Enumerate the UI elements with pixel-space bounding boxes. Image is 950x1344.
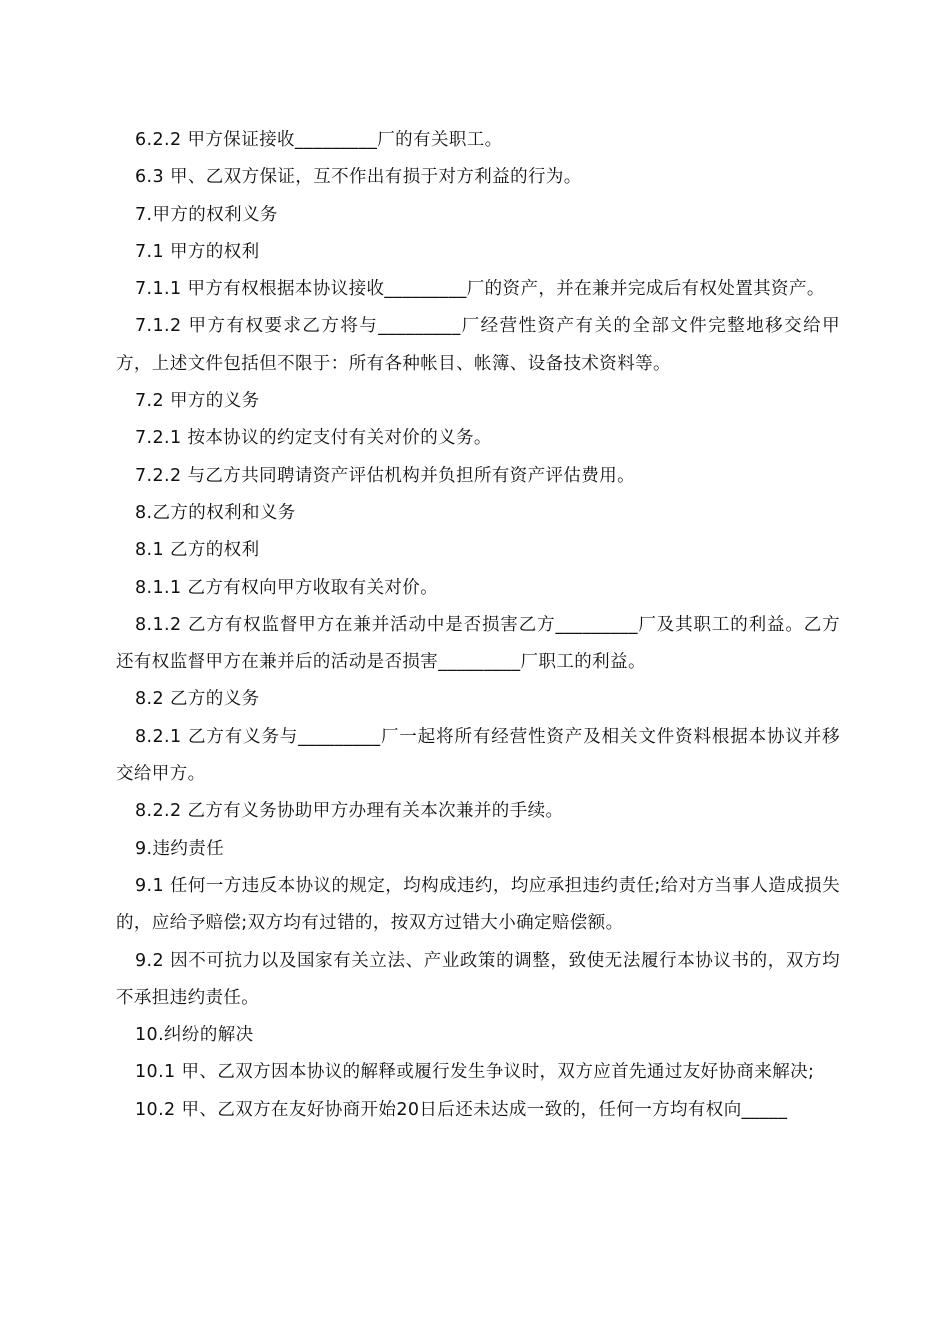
document-body — [116, 122, 840, 1129]
paragraph-7-1-2: 7.1.2 甲方有权要求乙方将与_________厂经营性资产有关的全部文件完整地移交给甲方，上述文件包括但不限于：所有各种帐目、帐簿、设备技术资料等。 — [116, 316, 840, 374]
subsection-heading-8-1: 8.1 乙方的权利 — [135, 540, 260, 561]
subsection-heading-7-1: 7.1 甲方的权利 — [135, 241, 260, 262]
paragraph-8-2-1: 8.2.1 乙方有义务与_________厂一起将所有经营性资产及相关文件资料根据本协议并移交给甲方。 — [116, 726, 840, 785]
paragraph-8-1-1: 8.1.1 乙方有权向甲方收取有关对价。 — [135, 577, 439, 598]
paragraph-10-2: 10.2 甲、乙双方在友好协商开始20日后还未达成一致的，任何一方均有权向_____ — [135, 1099, 788, 1120]
paragraph-7-2-2: 7.2.2 与乙方共同聘请资产评估机构并负担所有资产评估费用。 — [135, 465, 635, 486]
section-heading-8: 8.乙方的权利和义务 — [135, 502, 296, 523]
paragraph-6-3: 6.3 甲、乙双方保证，互不作出有损于对方利益的行为。 — [135, 167, 582, 188]
paragraph-8-2-2: 8.2.2 乙方有义务协助甲方办理有关本次兼并的手续。 — [135, 801, 564, 822]
paragraph-9-1: 9.1 任何一方违反本协议的规定，均构成违约，均应承担违约责任;给对方当事人造成损失的，应给予赔偿;双方均有过错的，按双方过错大小确定赔偿额。 — [116, 875, 840, 934]
paragraph-7-1-1: 7.1.1 甲方有权根据本协议接收_________厂的资产，并在兼并完成后有权处置其资产。 — [135, 279, 825, 300]
paragraph-9-2: 9.2 因不可抗力以及国家有关立法、产业政策的调整，致使无法履行本协议书的，双方均不承担违约责任。 — [116, 950, 840, 1008]
section-heading-7: 7.甲方的权利义务 — [135, 204, 278, 225]
section-heading-9: 9.违约责任 — [135, 838, 225, 859]
paragraph-10-1: 10.1 甲、乙双方因本协议的解释或履行发生争议时，双方应首先通过友好协商来解决; — [135, 1062, 815, 1083]
paragraph-7-2-1: 7.2.1 按本协议的约定支付有关对价的义务。 — [135, 428, 492, 449]
subsection-heading-8-2: 8.2 乙方的义务 — [135, 689, 260, 710]
section-heading-10: 10.纠纷的解决 — [135, 1025, 254, 1046]
paragraph-8-1-2: 8.1.2 乙方有权监督甲方在兼并活动中是否损害乙方_________厂及其职工的利益。乙方还有权监督甲方在兼并后的活动是否损害_________厂职工的利益。 — [116, 614, 840, 673]
subsection-heading-7-2: 7.2 甲方的义务 — [135, 391, 260, 412]
paragraph-6-2-2: 6.2.2 甲方保证接收_________厂的有关职工。 — [135, 130, 503, 150]
